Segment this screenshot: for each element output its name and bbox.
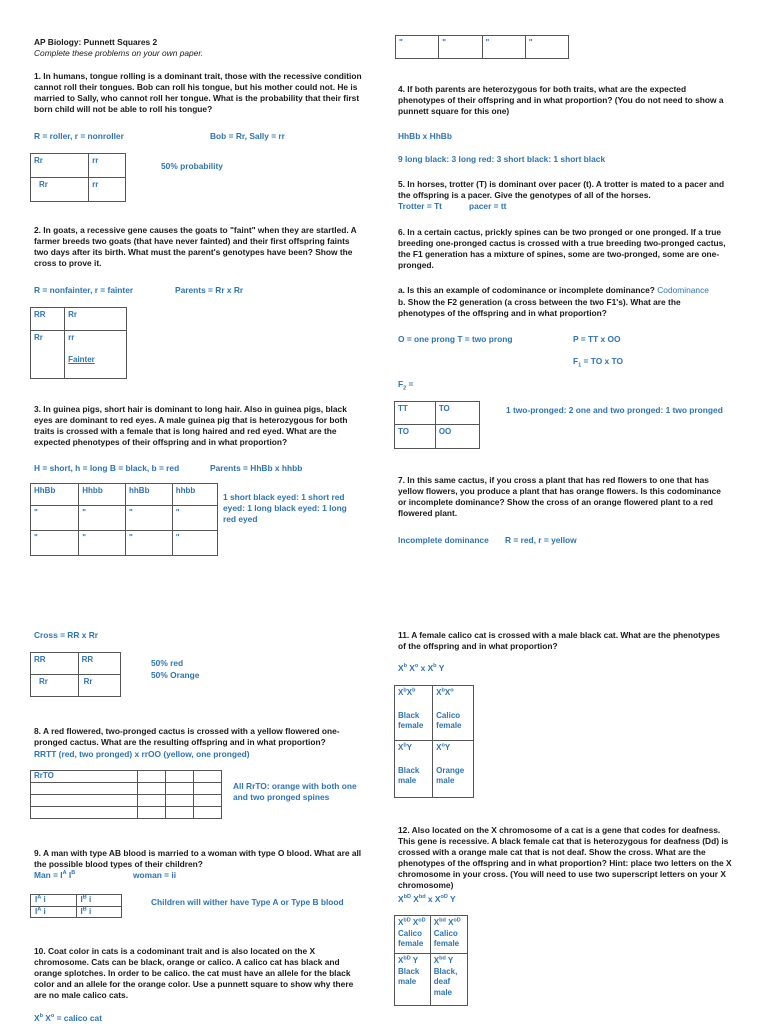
q8-cell <box>166 771 194 783</box>
q3-cell: Hhbb <box>79 484 126 506</box>
q8-cell <box>166 795 194 807</box>
q6-cell: TT <box>395 402 436 425</box>
page-title: AP Biology: Punnett Squares 2 <box>34 37 158 47</box>
question-8: 8. A red flowered, two-pronged cactus is crossed with a yellow flowered one-pronged cactus. What are the resulting offspring and in what proportion? <box>34 726 340 748</box>
q8-answer: All RrTO: orange with both one and two pronged spines <box>233 781 357 803</box>
q11-cell: $X^bY$ Black male <box>395 741 433 798</box>
continued-cell: " <box>439 36 482 59</box>
instruction: Complete these problems on your own paper. <box>34 48 204 58</box>
q3-parents: Parents = HhBb x hhbb <box>210 463 303 473</box>
q8-cell <box>194 807 222 819</box>
question-3: 3. In guinea pigs, short hair is dominant to long hair. Also in guinea pigs, black eyes are dominant to red eyes. A male guinea pig that is heterozygous for both traits is crossed with a female that is long haired and red eyed. What are the expected phenotypes of their offspring and in what proportion? <box>34 404 348 448</box>
question-1: 1. In humans, tongue rolling is a dominant trait, those with the recessive condition cannot roll their tongues. Bob can roll his tongue, but his mother could not. He is married to Sally, who cannot roll her tongue. What is the probability that their first born child will not be able to roll his tongue? <box>34 71 362 115</box>
q7-cell: Rr <box>31 675 79 697</box>
q7-cell: Rr <box>78 675 120 697</box>
q6-cell: OO <box>435 425 479 449</box>
q9-cell: $I^B$ i <box>76 906 122 918</box>
q12-cell: $X^{bd}$ $X^{oD}$ Calico female <box>430 916 467 954</box>
q8-cell <box>31 783 138 795</box>
q3-cell: " <box>31 506 79 531</box>
q3-key: H = short, h = long B = black, b = red <box>34 463 180 473</box>
q8-cell <box>138 783 166 795</box>
q9-man: Man = $I^A$ $I^B$ <box>34 870 76 880</box>
q4-cross: HhBb x HhBb <box>398 131 452 141</box>
q6-f2: $F_2$ = <box>398 379 414 392</box>
q2-punnett-square <box>30 307 127 379</box>
question-2: 2. In goats, a recessive gene causes the goats to "faint" when they are startled. A farmer breeds two goats (that have never fainted) and their first offspring faints two days after its birth. What must the parent's genotypes have been? Show the cross to prove it. <box>34 225 357 269</box>
q8-cell <box>166 807 194 819</box>
continued-cell: " <box>396 36 439 59</box>
question-11: 11. A female calico cat is crossed with a male black cat. What are the phenotypes of the offspring and in what proportion? <box>398 630 720 652</box>
q2-cell <box>65 331 127 379</box>
q7-cell: RR <box>78 653 120 675</box>
q6-part-b: b. Show the F2 generation (a cross between the two F1's). What are the phenotypes of the offspring and in what proportion? <box>398 297 681 319</box>
continued-cell: " <box>482 36 525 59</box>
q9-cell: $I^B$ i <box>76 895 122 907</box>
q5-trotter: Trotter = Tt <box>398 201 442 211</box>
question-10: 10. Coat color in cats is a codominant trait and is also located on the X chromosome. Cats can be black, orange or calico. A calico cat has black and orange splotches. In order to be calico. the cat must have an allele for the black color and an allele for the orange color. Use a punnett square to show why there are no male calico cats. <box>34 946 354 1001</box>
q6-answer: 1 two-pronged: 2 one and two pronged: 1 two pronged <box>506 405 723 415</box>
q9-woman: woman = ii <box>133 870 177 880</box>
q8-cell <box>194 783 222 795</box>
q9-punnett-square <box>30 894 122 918</box>
q2-cell-text: rr <box>68 333 75 342</box>
q6-parents: P = TT x OO <box>573 334 621 344</box>
q1-cell: rr <box>89 178 126 202</box>
q8-cross: RRTT (red, two pronged) x rrOO (yellow, one pronged) <box>34 749 250 759</box>
q3-cell: " <box>79 531 126 556</box>
q2-key: R = nonfainter, r = fainter <box>34 285 134 295</box>
q8-cell: RrTO <box>31 771 138 783</box>
q6-key: O = one prong T = two prong <box>398 334 513 344</box>
q3-cell: " <box>172 506 217 531</box>
q1-parents: Bob = Rr, Sally = rr <box>210 131 285 141</box>
q9-cell: $I^A$ i <box>31 895 77 907</box>
q1-cell: rr <box>89 154 126 178</box>
q8-cell <box>138 807 166 819</box>
q8-cell <box>138 795 166 807</box>
q12-cell: $X^{bD}$ Y Black male <box>395 954 431 1006</box>
q3-cell: " <box>31 531 79 556</box>
q11-cell: $X^oY$ Orange male <box>433 741 474 798</box>
q7-answer: Incomplete dominance <box>398 535 489 545</box>
continued-cell: " <box>525 36 568 59</box>
question-12: 12. Also located on the X chromosome of a cat is a gene that codes for deafness. This gene is recessive. A black female cat that is heterozygous for deafness (Dd) is crossed with a orange male cat that is not deaf. Show the cross. What are the phenotypes of the offspring and in what proportion? Hint: place two letters on the X chromosome in your cross. (You will need to use two superscript letters on your X chromosome) <box>398 825 732 891</box>
q3-cell: " <box>126 531 173 556</box>
q3-cell: hhbb <box>172 484 217 506</box>
q11-punnett-square <box>394 685 474 798</box>
q7-cell: RR <box>31 653 79 675</box>
q7-punnett-square <box>30 652 121 697</box>
q8-cell <box>194 771 222 783</box>
q11-cell: $X^bX^b$ Black female <box>395 686 433 741</box>
q8-cell <box>194 795 222 807</box>
q7-cross: Cross = RR x Rr <box>34 630 98 640</box>
q8-punnett-square <box>30 770 222 819</box>
q3-punnett-square <box>30 483 218 556</box>
q7-key: R = red, r = yellow <box>505 535 577 545</box>
q11-cross: $X^b$ $X^o$ x $X^b$ Y <box>398 663 445 673</box>
q1-answer: 50% probability <box>161 161 223 171</box>
q1-punnett-square <box>30 153 126 202</box>
q6-f1: $F_1$ = TO x TO <box>573 356 624 369</box>
q8-cell <box>31 807 138 819</box>
q6-cell: TO <box>395 425 436 449</box>
q2-parents: Parents = Rr x Rr <box>175 285 244 295</box>
q6-punnett-square <box>394 401 480 449</box>
q8-cell <box>31 795 138 807</box>
question-7: 7. In this same cactus, if you cross a plant that has red flowers to one that has yellow flowers, you produce a plant that has orange flowers. Is this codominance or incomplete dominance? Show the cross of an orange flowered plant to a red flowered plant. <box>398 475 721 519</box>
q10-calico: $X^b$ $X^o$ = calico cat <box>34 1013 102 1023</box>
q1-key: R = roller, r = nonroller <box>34 131 124 141</box>
q3-cell: HhBb <box>31 484 79 506</box>
q9-answer: Children will wither have Type A or Type B blood <box>151 897 344 907</box>
q2-cell: Rr <box>31 331 65 379</box>
question-6: 6. In a certain cactus, prickly spines can be two pronged or one pronged. If a true breeding one-pronged cactus is crossed with a true breeding two-pronged cactus, the F1 generation has a mixture of spines, some are two-pronged, some are one-pronged. <box>398 227 726 271</box>
q4-answer: 9 long black: 3 long red: 3 short black: 1 short black <box>398 154 606 164</box>
q5-pacer: pacer = tt <box>469 201 507 211</box>
q12-cross: $X^{bD}$ $X^{bd}$ x $X^{oD}$ Y <box>398 894 456 904</box>
q3-cell: " <box>172 531 217 556</box>
q12-cell: $X^{bD}$ $X^{oD}$ Calico female <box>395 916 431 954</box>
q7-ratio-red: 50% red <box>151 658 184 668</box>
q2-cell: Rr <box>65 308 127 331</box>
question-5: 5. In horses, trotter (T) is dominant over pacer (t). A trotter is mated to a pacer and the offspring is a pacer. Give the genotypes of all of the horses. <box>398 179 725 201</box>
q8-cell <box>166 783 194 795</box>
q11-cell: $X^bX^o$ Calico female <box>433 686 474 741</box>
q12-punnett-square <box>394 915 468 1006</box>
question-4: 4. If both parents are heterozygous for both traits, what are the expected phenotypes of their offspring and in what proportion? (You do not need to show a punnett square for this one) <box>398 84 724 117</box>
q6-cell: TO <box>435 402 479 425</box>
q8-cell <box>138 771 166 783</box>
fainter-label: Fainter <box>68 354 95 364</box>
q9-cell: $I^A$ i <box>31 906 77 918</box>
q3-cell: hhBb <box>126 484 173 506</box>
q1-cell: Rr <box>31 178 89 202</box>
question-9: 9. A man with type AB blood is married to a woman with type O blood. What are all the possible blood types of their children? <box>34 848 362 870</box>
q6-part-a: a. Is this an example of codominance or incomplete dominance? Codominance <box>398 285 709 295</box>
q2-cell: RR <box>31 308 65 331</box>
q3-continued-row <box>395 35 569 59</box>
q6-part-a-answer: Codominance <box>657 285 709 295</box>
q3-cell: " <box>79 506 126 531</box>
q7-ratio-orange: 50% Orange <box>151 670 200 680</box>
q3-answer: 1 short black eyed: 1 short red eyed: 1 long black eyed: 1 long red eyed <box>223 492 347 525</box>
q1-cell: Rr <box>31 154 89 178</box>
q12-cell: $X^{bd}$ Y Black, deaf male <box>430 954 467 1006</box>
q3-cell: " <box>126 506 173 531</box>
